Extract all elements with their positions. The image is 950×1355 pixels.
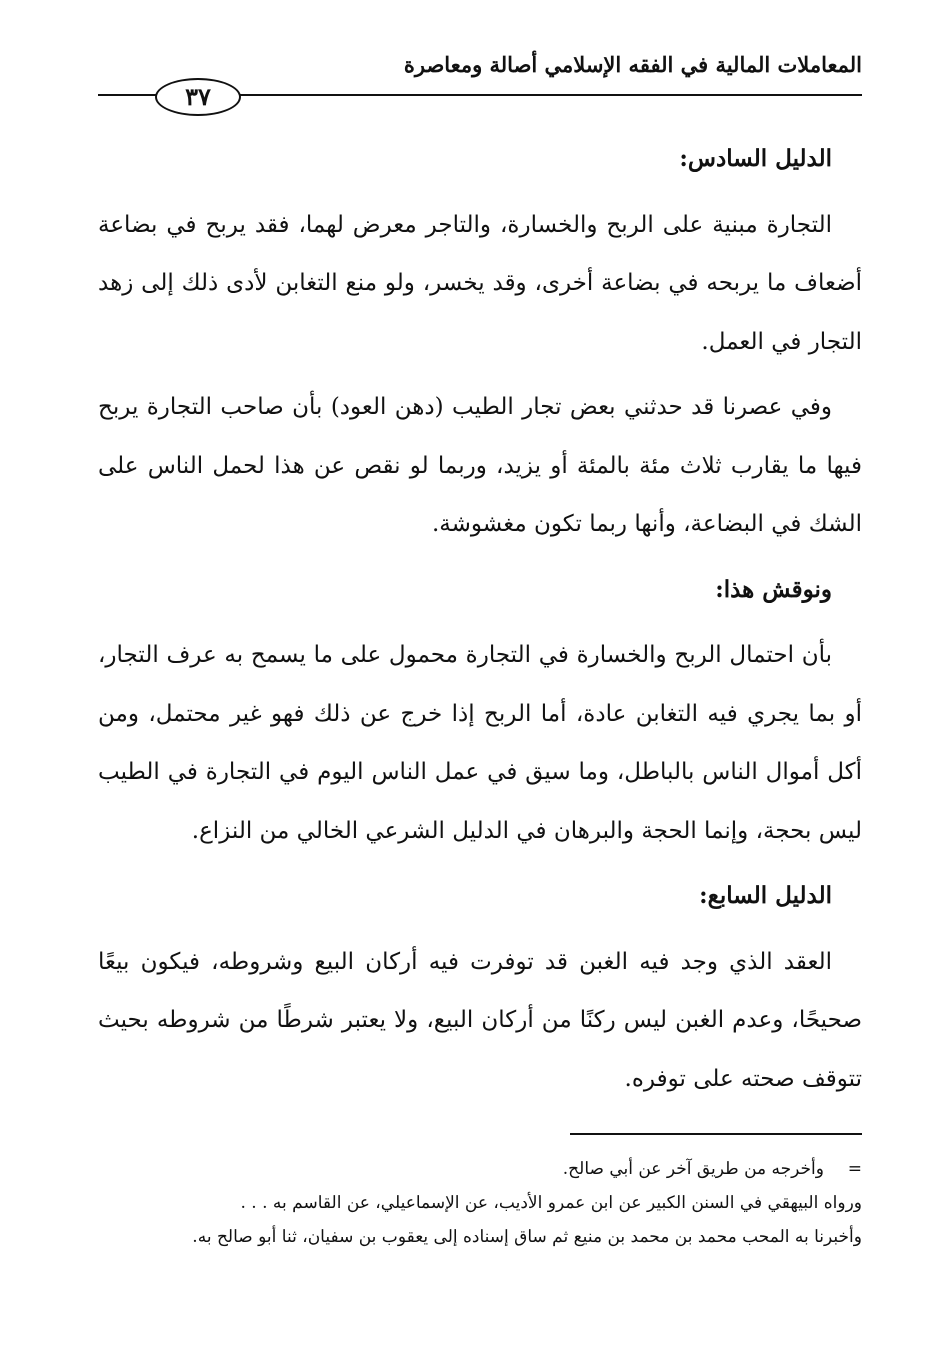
footnote-line-2: ورواه البيهقي في السنن الكبير عن ابن عمرو الأديب، عن الإسماعيلي، عن القاسم به . . . <box>240 1193 862 1213</box>
main-text <box>98 130 862 1115</box>
footnote-rule <box>570 1133 862 1135</box>
paragraph-3: بأن احتمال الربح والخسارة في التجارة محمول على ما يسمح به عرف التجار، أو بما يجري فيه التغابن عادة، أما الربح إذا خرج عن ذلك فهو غير محتمل، ومن أكل أموال الناس بالباطل، وما سيق في عمل الناس اليوم في التجارة في الطيب ليس بحجة، وإنما الحجة والبرهان في الدليل الشرعي الخالي من النزاع. <box>98 642 862 844</box>
footnote-text-1: وأخرجه من طريق آخر عن أبي صالح. <box>562 1159 824 1179</box>
heading-seventh-evidence: الدليل السابع: <box>699 882 832 909</box>
heading-discussion: ونوقش هذا: <box>715 575 832 603</box>
running-title: المعاملات المالية في الفقه الإسلامي أصالة ومعاصرة <box>403 52 862 77</box>
heading-sixth-evidence: الدليل السادس: <box>679 145 832 172</box>
footnote-line-1 <box>98 1152 862 1186</box>
footnote-line-3: وأخبرنا به المحب محمد بن محمد بن منيع ثم ساق إسناده إلى يعقوب بن سفيان، ثنا أبو صالح به. <box>192 1227 862 1247</box>
footnotes <box>98 1152 862 1254</box>
paragraph-4: العقد الذي وجد فيه الغبن قد توفرت فيه أركان البيع وشروطه، فيكون بيعًا صحيحًا، وعدم الغبن ليس ركنًا من أركان البيع، ولا يعتبر شرطًا من شروطه بحيث تتوقف صحته على توفره. <box>98 948 862 1092</box>
page-number-badge: ٣٧ <box>155 78 241 116</box>
paragraph-2: وفي عصرنا قد حدثني بعض تجار الطيب (دهن العود) بأن صاحب التجارة يربح فيها ما يقارب ثلاث مئة بالمئة أو يزيد، وربما لو نقص عن هذا لحمل الناس على الشك في البضاعة، وأنها ربما تكون مغشوشة. <box>98 394 862 537</box>
footnote-continuation-mark: = <box>847 1159 862 1179</box>
paragraph-1: التجارة مبنية على الربح والخسارة، والتاجر معرض لهما، فقد يربح في بضاعة أضعاف ما يربحه في بضاعة أخرى، وقد يخسر، ولو منع التغابن لأدى ذلك إلى زهد التجار في العمل. <box>98 211 862 355</box>
